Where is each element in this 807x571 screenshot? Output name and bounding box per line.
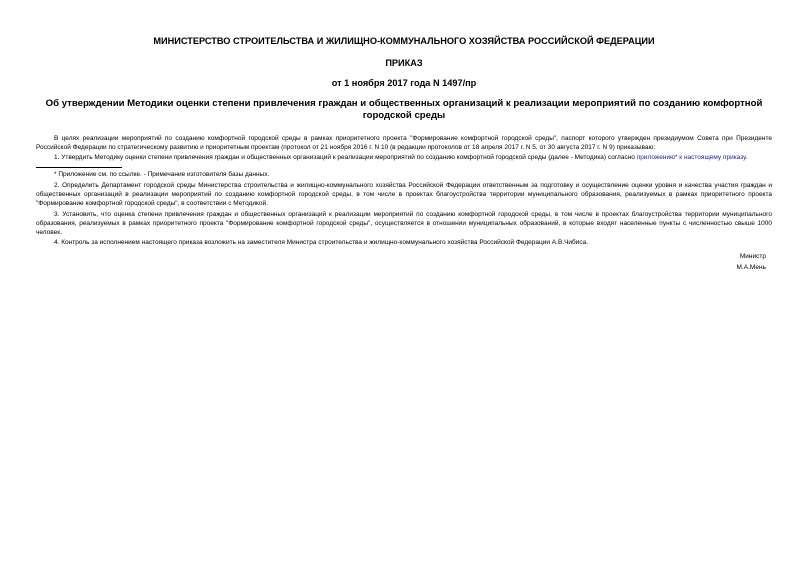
footnote: * Приложение см. по ссылке. - Примечание изготовителя базы данных. xyxy=(54,171,270,178)
paragraph-1 xyxy=(36,153,772,162)
paragraph-4: 4. Контроль за исполнением настоящего приказа возложить на заместителя Министра строительства и жилищно-коммунального хозяйства Российской Федерации А.В.Чибиса. xyxy=(54,239,589,246)
document-type: ПРИКАЗ xyxy=(385,58,423,68)
footnote-divider xyxy=(36,167,122,168)
signature-block xyxy=(36,251,772,273)
ministry-heading: МИНИСТЕРСТВО СТРОИТЕЛЬСТВА И ЖИЛИЩНО-КОММУНАЛЬНОГО ХОЗЯЙСТВА РОССИЙСКОЙ ФЕДЕРАЦИИ xyxy=(153,36,655,46)
signature-name: М.А.Мень xyxy=(736,264,766,271)
paragraph-1-end: . xyxy=(745,154,748,161)
signature-position: Министр xyxy=(739,253,766,260)
appendix-link[interactable]: приложению* к настоящему приказу xyxy=(636,154,746,161)
paragraph-1-text: 1. Утвердить Методику оценки степени привлечения граждан и общественных организаций к реализации мероприятий по созданию комфортной городской среды (далее - Методика) согласно xyxy=(54,154,637,161)
paragraph-3: 3. Установить, что оценка степени привлечения граждан и общественных организаций к реализации мероприятий по созданию комфортной городской среды, в том числе в проектах благоустройства территории муниципального образования, реализуемых в рамках приоритетного проекта "Формирование комфортной городской среды", осуществляется в отношении муниципальных образований, в которые входят населенные пункты с численностью свыше 1000 человек. xyxy=(36,211,772,236)
document-date-number: от 1 ноября 2017 года N 1497/пр xyxy=(331,78,477,88)
paragraph-2: 2. Определить Департамент городской среды Министерства строительства и жилищно-коммунального хозяйства Российской Федерации ответственным за подготовку и осуществление оценки уровня и качества участия граждан и общественных организаций в реализации мероприятий по созданию комфортной городской среды, в том числе в проектах благоустройства территории муниципального образования, реализуемых в рамках приоритетного проекта "Формирование комфортной городской среды", в соответствии с Методикой. xyxy=(36,182,772,207)
document-page xyxy=(36,36,772,273)
document-title: Об утверждении Методики оценки степени привлечения граждан и общественных организаций к реализации мероприятий по созданию комфортной городской среды xyxy=(45,98,763,121)
intro-paragraph: В целях реализации мероприятий по созданию комфортной городской среды в рамках приоритетного проекта "Формирование комфортной городской среды", паспорт которого утвержден президиумом Совета при Президенте Российской Федерации по стратегическому развитию и приоритетным проектам (протокол от 21 ноября 2016 г. N 10 (в редакции протоколов от 18 апреля 2017 г. N 5, от 30 августа 2017 г. N 9) приказываю: xyxy=(36,135,772,151)
